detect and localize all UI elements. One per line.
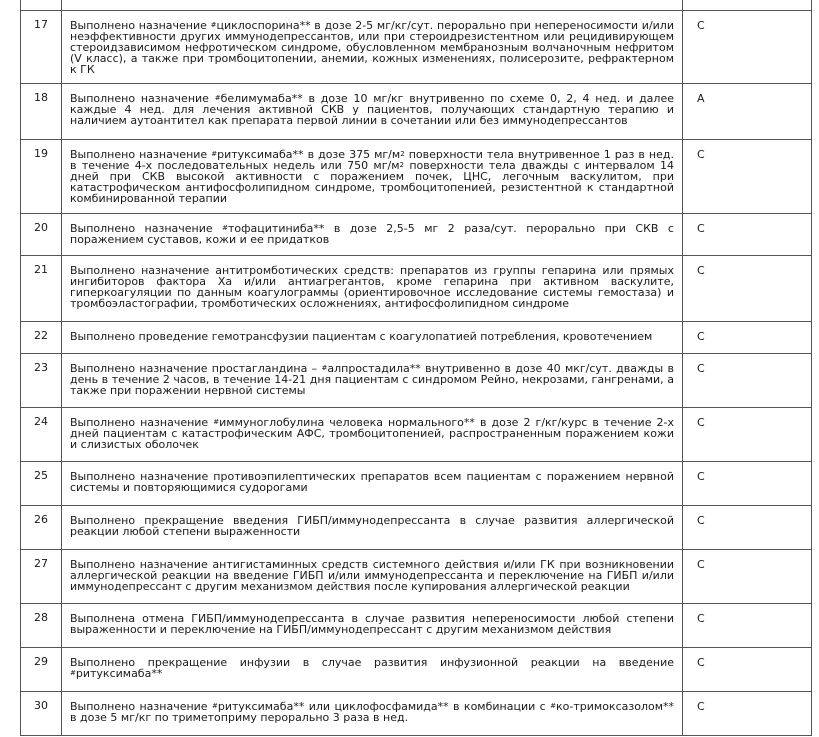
- evidence-level: С: [683, 648, 812, 692]
- table-row: [21, 550, 812, 604]
- criterion-text: Выполнено назначение #ритуксимаба** или циклофосфамида** в комбинации с #ко-тримоксазолом** в дозе 5 мг/кг по триметоприму перорально 3 раза в нед.: [62, 692, 683, 736]
- criterion-text: Выполнено назначение противоэпилептических препаратов всем пациентам с поражением нервной системы и повторяющимися судорогами: [62, 462, 683, 506]
- evidence-level: С: [683, 408, 812, 462]
- criterion-text: Выполнено назначение антигистаминных средств системного действия и/или ГК при возникновении аллергической реакции на введение ГИБП и/или иммунодепрессанта и переключение на ГИБП и/или иммунодепрессант с другим механизмом действия после купирования аллергической реакции: [62, 550, 683, 604]
- row-number: 25: [21, 462, 62, 506]
- row-number: 20: [21, 214, 62, 256]
- criterion-text: Выполнено назначение антитромботических средств: препаратов из группы гепарина или прямых ингибиторов фактора Ха и/или антиагрегантов, кроме гепарина при активном васкулите, гиперкоагуляции по данным коагулограммы (ориентировочное исследование системы гемостаза) и тромбоэластографии, тромботических осложнениях, антифосфолипидном синдроме: [62, 256, 683, 322]
- table-row: [21, 648, 812, 692]
- row-number: 30: [21, 692, 62, 736]
- row-number: 29: [21, 648, 62, 692]
- evidence-level: С: [683, 140, 812, 214]
- exponent: 2: [399, 161, 404, 169]
- table-row: [21, 140, 812, 214]
- criterion-cell: [62, 0, 683, 11]
- evidence-level: С: [683, 692, 812, 736]
- table-row: [21, 256, 812, 322]
- criterion-text: Выполнена отмена ГИБП/иммунодепрессанта в случае развития непереносимости любой степени выраженности и переключение на ГИБП/иммунодепрессант с другим механизмом действия: [62, 604, 683, 648]
- hash-mark-icon: #: [214, 94, 221, 102]
- evidence-level: С: [683, 11, 812, 84]
- criterion-text: Выполнено назначение #циклоспорина** в дозе 2-5 мг/кг/сут. перорально при непереносимости и/или неэффективности других иммунодепрессантов, или при стероидрезистентном или рецидивирующем стероидзависимом нефротическом синдроме, обусловленном мембранозным волчаночным нефритом (V класс), а также при тромбоцитопении, анемии, кожных изменениях, полисерозите, рефрактерном к ГК: [62, 11, 683, 84]
- table-row: [21, 322, 812, 354]
- row-number: 28: [21, 604, 62, 648]
- table-row: [21, 0, 812, 11]
- table-row: [21, 354, 812, 408]
- row-number: 18: [21, 84, 62, 140]
- row-number: 27: [21, 550, 62, 604]
- evidence-level: С: [683, 256, 812, 322]
- table-row: [21, 11, 812, 84]
- table-row: [21, 604, 812, 648]
- criterion-text: Выполнено прекращение инфузии в случае развития инфузионной реакции на введение #ритуксимаба**: [62, 648, 683, 692]
- criterion-text: Выполнено назначение простагландина – #алпростадила** внутривенно в дозе 40 мкг/сут. дважды в день в течение 2 часов, в течение 14-21 дня пациентам с синдромом Рейно, некрозами, гангренами, а также при поражении нервной системы: [62, 354, 683, 408]
- evidence-level: С: [683, 354, 812, 408]
- criterion-text: Выполнено назначение #белимумаба** в дозе 10 мг/кг внутривенно по схеме 0, 2, 4 нед. и далее каждые 4 нед. для лечения активной СКВ у пациентов, получающих стандартную терапию и наличием аутоантител как препарата первой линии в сочетании или без иммунодепрессантов: [62, 84, 683, 140]
- row-number: 19: [21, 140, 62, 214]
- criterion-text: Выполнено назначение #тофацитиниба** в дозе 2,5-5 мг 2 раза/сут. перорально при СКВ с поражением суставов, кожи и ее придатков: [62, 214, 683, 256]
- row-number: 21: [21, 256, 62, 322]
- row-number: 22: [21, 322, 62, 354]
- exponent: 2: [400, 150, 405, 158]
- evidence-level: С: [683, 322, 812, 354]
- hash-mark-icon: #: [213, 418, 220, 426]
- table-row: [21, 692, 812, 736]
- evidence-level: С: [683, 604, 812, 648]
- hash-mark-icon: #: [211, 150, 218, 158]
- table-row: [21, 462, 812, 506]
- hash-mark-icon: #: [211, 702, 218, 710]
- evidence-level: А: [683, 84, 812, 140]
- table-row: [21, 506, 812, 550]
- criterion-text: Выполнено прекращение введения ГИБП/иммунодепрессанта в случае развития аллергической реакции любой степени выраженности: [62, 506, 683, 550]
- row-number: 17: [21, 11, 62, 84]
- hash-mark-icon: #: [550, 702, 557, 710]
- hash-mark-icon: #: [210, 21, 217, 29]
- table-row: [21, 214, 812, 256]
- criteria-table: [20, 0, 812, 736]
- evidence-level: С: [683, 506, 812, 550]
- criterion-text: Выполнено назначение #иммуноглобулина человека нормального** в дозе 2 г/кг/курс в течение 2-х дней пациентам с катастрофическим АФС, тромбоцитопенией, распространенным поражением кожи и слизистых оболочек: [62, 408, 683, 462]
- evidence-level: С: [683, 550, 812, 604]
- evidence-level: С: [683, 462, 812, 506]
- evidence-level: С: [683, 214, 812, 256]
- row-number: 26: [21, 506, 62, 550]
- criterion-text: Выполнено назначение #ритуксимаба** в дозе 375 $мг/м^2$ поверхности тела внутривенное 1 раз в нед. в течение 4-х последовательных недель или 750 $мг/м^2$ поверхности тела дважды с интервалом 14 дней при СКВ высокой активности с поражением почек, ЦНС, легочным васкулитом, при катастрофическом антифосфолипидном синдроме, тромбоцитопенией, резистентной к стандартной комбинированной терапии: [62, 140, 683, 214]
- criterion-text: Выполнено проведение гемотрансфузии пациентам с коагулопатией потребления, кровотечением: [62, 322, 683, 354]
- row-number-cell: [21, 0, 62, 11]
- hash-mark-icon: #: [70, 669, 76, 677]
- table-row: [21, 84, 812, 140]
- level-cell: [683, 0, 812, 11]
- table-row: [21, 408, 812, 462]
- hash-mark-icon: #: [321, 364, 328, 372]
- row-number: 23: [21, 354, 62, 408]
- hash-mark-icon: #: [222, 224, 229, 232]
- row-number: 24: [21, 408, 62, 462]
